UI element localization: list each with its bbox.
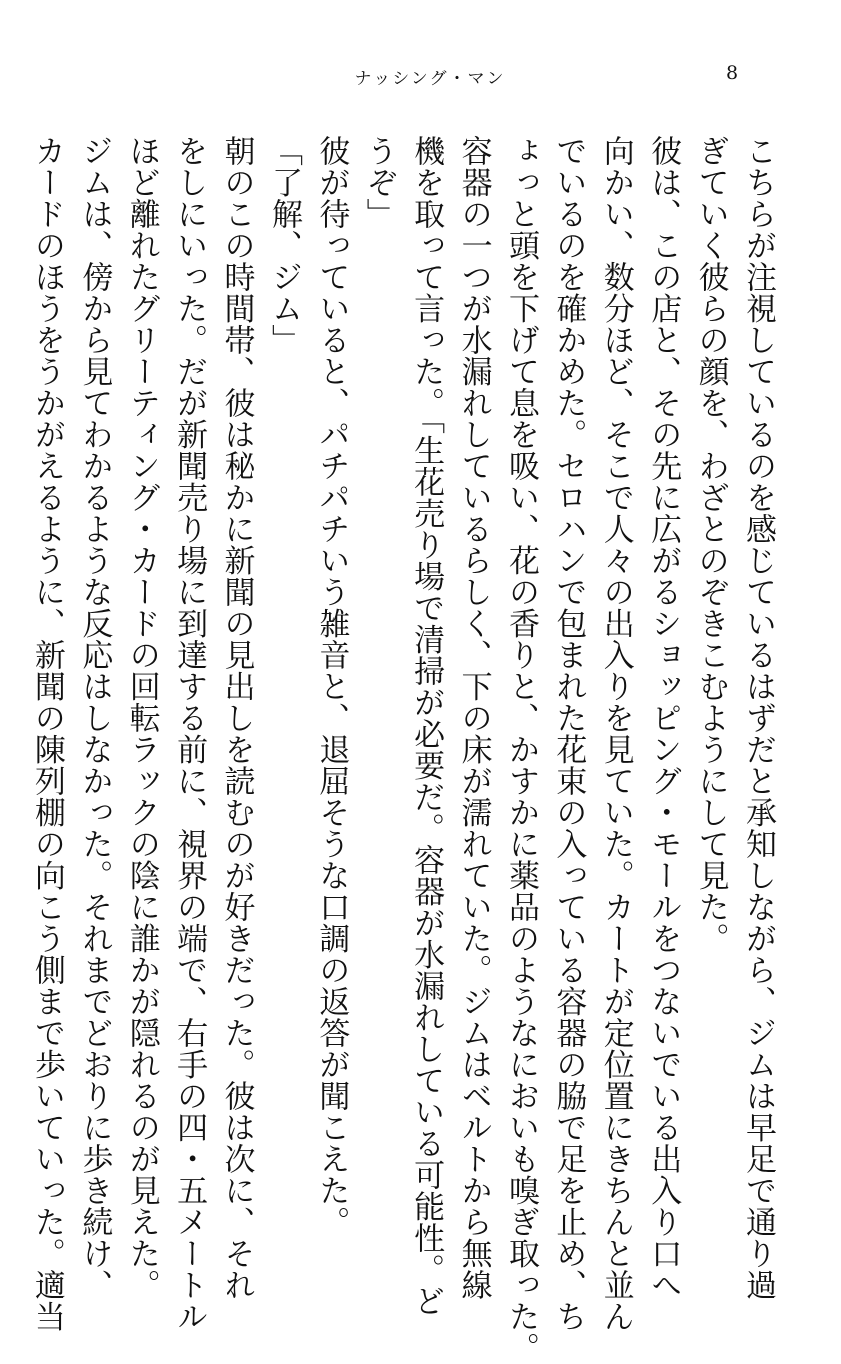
text-line: でいるのを確かめた。セロハンで包まれた花束の入っている容器の脇で足を止め、ち: [550, 135, 587, 1332]
text-line: 朝のこの時間帯、彼は秘かに新聞の見出しを読むのが好きだった。彼は次に、それ: [218, 135, 255, 1301]
text-line: ほど離れたグリーティング・カードの回転ラックの陰に誰かが隠れるのが見えた。: [123, 135, 160, 1301]
text-line: 彼が待っていると、パチパチいう雑音と、退屈そうな口調の返答が聞こえた。: [313, 135, 350, 1238]
page-number: 8: [726, 62, 739, 84]
text-line: ょっと頭を下げて息を吸い、花の香りと、かすかに薬品のようなにおいも嗅ぎ取った。: [502, 135, 539, 1364]
text-line: 彼は、この店と、その先に広がるショッピング・モールをつないでいる出入り口へ: [645, 135, 682, 1301]
vertical-body-text: [23, 135, 782, 1364]
text-line: カードのほうをうかがえるように、新聞の陳列棚の向こう側まで歩いていった。適当: [28, 135, 65, 1332]
text-line: 「了解、ジム」: [265, 135, 302, 356]
text-line: 容器の一つが水漏れしているらしく、下の床が濡れていた。ジムはベルトから無線: [455, 135, 492, 1301]
running-head: ナッシング・マン: [354, 69, 506, 89]
text-line: 向かい、数分ほど、そこで人々の出入りを見ていた。カートが定位置にきちんと並ん: [597, 135, 634, 1332]
text-line: 機を取って言った。「生花売り場で清掃が必要だ。容器が水漏れしている可能性。ど: [408, 135, 445, 1317]
text-line: をしにいった。だが新聞売り場に到達する前に、視界の端で、右手の四・五メートル: [171, 135, 208, 1332]
text-line: こちらが注視しているのを感じているはずだと承知しながら、ジムは早足で通り過: [740, 135, 776, 1301]
text-line: ジムは、傍から見てわかるような反応はしなかった。それまでどおりに歩き続け、: [76, 135, 113, 1301]
text-line: うぞ」: [360, 135, 397, 230]
text-line: ぎていく彼らの顔を、わざとのぞきこむようにして見た。: [692, 135, 729, 954]
